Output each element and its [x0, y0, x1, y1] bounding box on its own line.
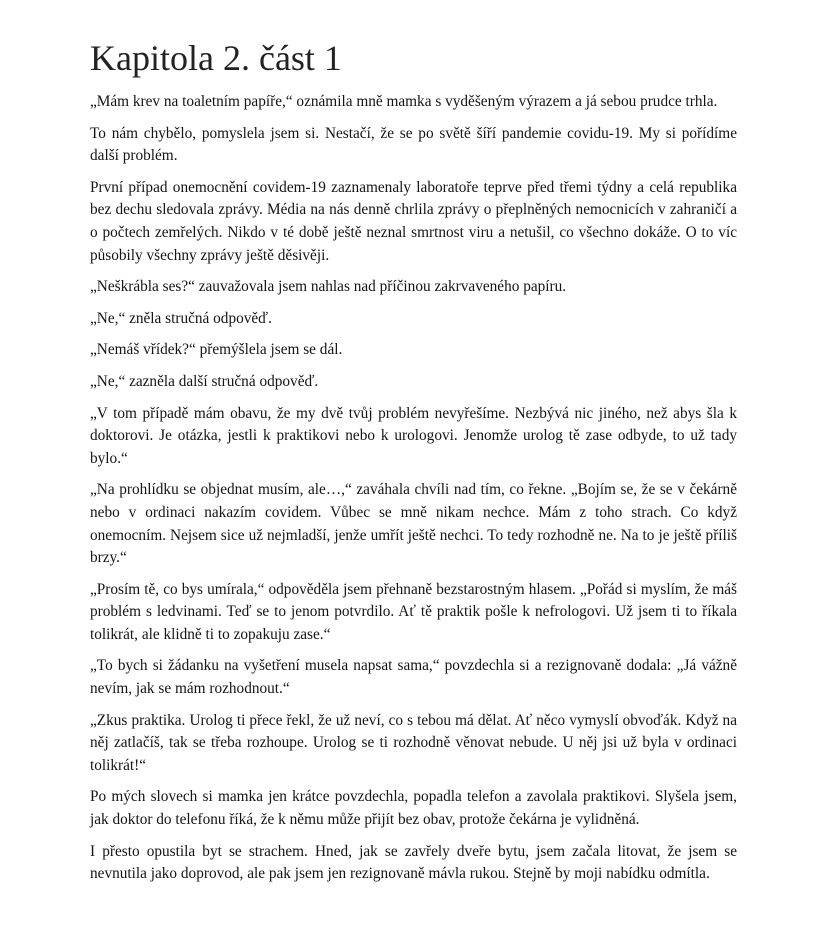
paragraph: „Neškrábla ses?“ zauvažovala jsem nahlas nad příčinou zakrvaveného papíru.	[90, 278, 567, 296]
paragraph: „Prosím tě, co bys umírala,“ odpověděla jsem přehnaně bezstarostným hlasem. „Pořád si myslím, že máš problém s ledvinami. Teď se to jenom potvrdilo. Ať tě praktik pošle k nefrologovi. Už jsem ti to říkala tolikrát, ale klidně ti to zopakuju zase.“	[90, 580, 737, 643]
paragraph: „Na prohlídku se objednat musím, ale…,“ zaváhala chvíli nad tím, co řekne. „Bojím se, že se v čekárně nebo v ordinaci nakazím covidem. Vůbec se mně nikam nechce. Mám z toho strach. Co když onemocním. Nejsem sice už nejmladší, jenže umřít ještě nechci. To tedy rozhodně ne. Na to je ještě příliš brzy.“	[90, 481, 737, 567]
paragraph: „V tom případě mám obavu, že my dvě tvůj problém nevyřešíme. Nezbývá nic jiného, než abys šla k doktorovi. Je otázka, jestli k praktikovi nebo k urologovi. Jenomže urolog tě zase odbyde, to už tady bylo.“	[90, 404, 737, 467]
paragraph: Po mých slovech si mamka jen krátce povzdechla, popadla telefon a zavolala praktikovi. Slyšela jsem, jak doktor do telefonu říká, že k němu může přijít bez obav, protože čekárna je vylidněná.	[90, 788, 737, 829]
paragraph: „Nemáš vřídek?“ přemýšlela jsem se dál.	[90, 341, 343, 359]
paragraph: „Ne,“ zněla stručná odpověď.	[90, 309, 272, 327]
paragraph: „Zkus praktika. Urolog ti přece řekl, že už neví, co s tebou má dělat. Ať něco vymyslí obvoďák. Když na něj zatlačíš, tak se třeba rozhoupe. Urolog se ti rozhodně věnovat nebude. U něj jsi už byla v ordinaci tolikrát!“	[90, 711, 737, 774]
paragraph: „To bych si žádanku na vyšetření musela napsat sama,“ povzdechla si a rezignovaně dodala: „Já vážně nevím, jak se mám rozhodnout.“	[90, 657, 737, 698]
document-page	[90, 0, 737, 895]
paragraph: První případ onemocnění covidem-19 zaznamenaly laboratoře teprve před třemi týdny a celá republika bez dechu sledovala zprávy. Média na nás denně chrlila zprávy o přeplněných nemocnicích v zahraničí a o počtech zemřelých. Nikdo v té době ještě neznal smrtnost viru a netušil, co všechno dokáže. O to víc působily všechny zprávy ještě děsivěji.	[90, 178, 737, 264]
paragraph: To nám chybělo, pomyslela jsem si. Nestačí, že se po světě šíří pandemie covidu-19. My si pořídíme další problém.	[90, 124, 737, 165]
paragraph: I přesto opustila byt se strachem. Hned, jak se zavřely dveře bytu, jsem začala litovat, že jsem se nevnutila jako doprovod, ale pak jsem jen rezignovaně mávla rukou. Stejně by moji nabídku odmítla.	[90, 842, 737, 883]
paragraph: „Ne,“ zazněla další stručná odpověď.	[90, 372, 319, 390]
chapter-title: Kapitola 2. část 1	[90, 38, 342, 78]
paragraph: „Mám krev na toaletním papíře,“ oznámila mně mamka s vyděšeným výrazem a já sebou prudce trhla.	[90, 93, 718, 110]
document-body	[90, 91, 737, 886]
